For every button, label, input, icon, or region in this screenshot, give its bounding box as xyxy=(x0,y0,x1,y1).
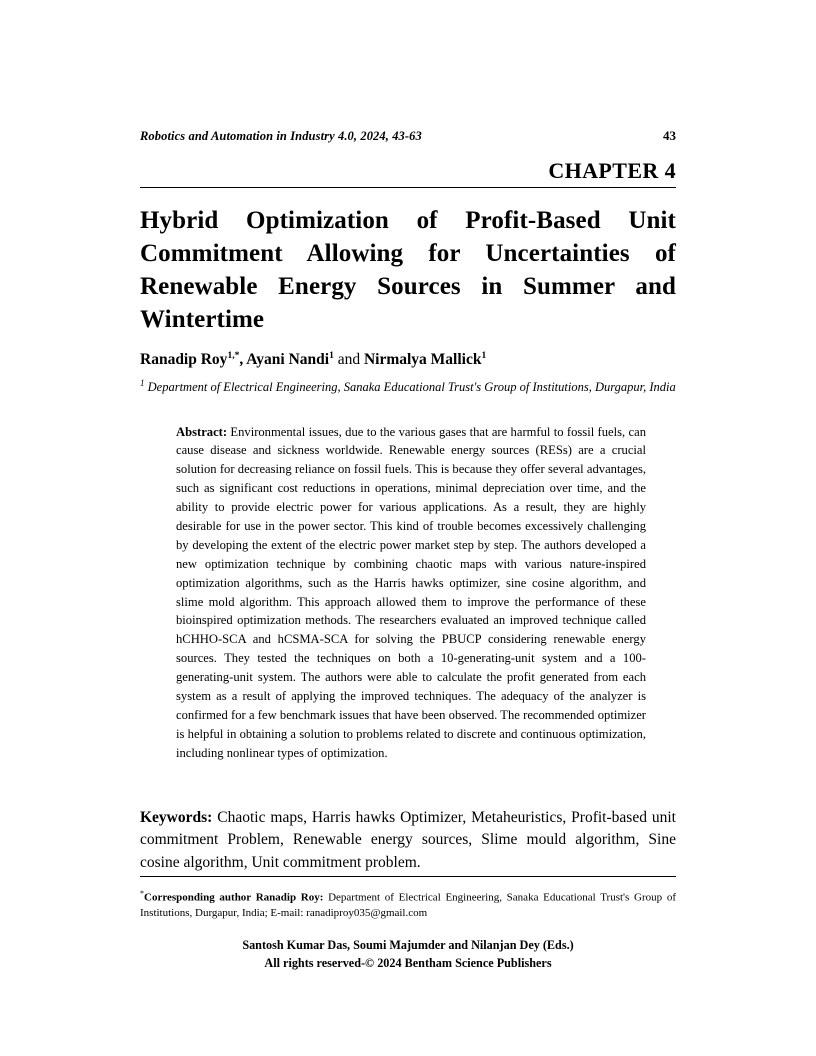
page-number: 43 xyxy=(663,128,676,143)
footnote-area xyxy=(140,876,676,973)
publisher-imprint xyxy=(140,937,676,972)
journal-citation: Robotics and Automation in Industry 4.0, 2024, 43-63 xyxy=(140,129,422,143)
editors-line: Santosh Kumar Das, Soumi Majumder and Nilanjan Dey (Eds.) xyxy=(242,938,574,953)
abstract-label: Abstract: xyxy=(176,424,228,439)
keywords-block xyxy=(140,807,676,874)
chapter-label: CHAPTER 4 xyxy=(548,158,676,183)
author-affiliation-marker-3: 1 xyxy=(481,351,487,361)
affiliation-text: Department of Electrical Engineering, Sanaka Educational Trust's Group of Institutions, Durgapur, India xyxy=(147,380,676,395)
affiliation xyxy=(140,377,676,396)
abstract-text: Environmental issues, due to the various gases that are harmful to fossil fuels, can cause disease and sickness worldwide. Renewable energy sources (RESs) are a crucial solution for decreasing reliance on fossil fuels. This is because they offer several advantages, such as significant cost reductions in operations, minimal depreciation over time, and the ability to provide electric power for various applications. As a result, they are highly desirable for use in the power sector. This kind of trouble becomes excessively challenging by developing the extent of the electric power market step by step. The authors developed a new optimization technique by combining chaotic maps with various nature-inspired optimization algorithms, such as the Harris hawks optimizer, sine cosine algorithm, and slime mold algorithm. This approach allowed them to improve the performance of these bioinspired optimization methods. The researchers evaluated an improved technique called hCHHO-SCA and hCSMA-SCA for solving the PBUCP considering renewable energy sources. They tested the techniques on both a 10-generating-unit system and a 100-generating-unit system. The authors were able to calculate the profit generated from each system as a result of applying the improved techniques. The adequacy of the analyzer is confirmed for a few benchmark issues that have been observed. The recommended optimizer is helpful in obtaining a solution to problems related to discrete and continuous optimization, including nonlinear types of optimization. xyxy=(176,424,646,760)
footnote-text: Department of Electrical Engineering, Sanaka Educational Trust's Group of Institutions, Durgapur, India; E-mail: ranadiproy035@gmail.com xyxy=(140,891,676,920)
running-head xyxy=(140,128,676,144)
affiliation-marker: 1 xyxy=(140,378,145,389)
footnote-marker: * xyxy=(140,889,144,898)
author-separator-1: , xyxy=(239,351,247,369)
author-affiliation-marker-1: 1,* xyxy=(227,351,240,361)
keywords-text: Chaotic maps, Harris hawks Optimizer, Metaheuristics, Profit-based unit commitment Problem, Renewable energy sources, Slime mould algorithm, Sine cosine algorithm, Unit commitment problem. xyxy=(140,808,676,871)
keywords-label: Keywords: xyxy=(140,808,213,826)
footnote-label: Corresponding author Ranadip Roy: xyxy=(144,891,324,904)
page-title: Hybrid Optimization of Profit-Based Unit Commitment Allowing for Uncertainties of Renewable Energy Sources in Summer and Wintertime xyxy=(140,207,676,333)
footnote-divider xyxy=(140,876,676,877)
author-affiliation-marker-2: 1 xyxy=(329,351,334,361)
author-list xyxy=(140,350,676,370)
author-name-3: Nirmalya Mallick xyxy=(363,351,482,369)
corresponding-author-footnote xyxy=(140,888,676,921)
author-name-2: Ayani Nandi xyxy=(246,351,330,369)
abstract-block xyxy=(176,423,646,763)
header-divider xyxy=(140,187,676,188)
author-conjunction: and xyxy=(333,351,364,369)
author-name-1: Ranadip Roy xyxy=(140,351,228,369)
copyright-line: All rights reserved-© 2024 Bentham Science Publishers xyxy=(264,956,552,971)
